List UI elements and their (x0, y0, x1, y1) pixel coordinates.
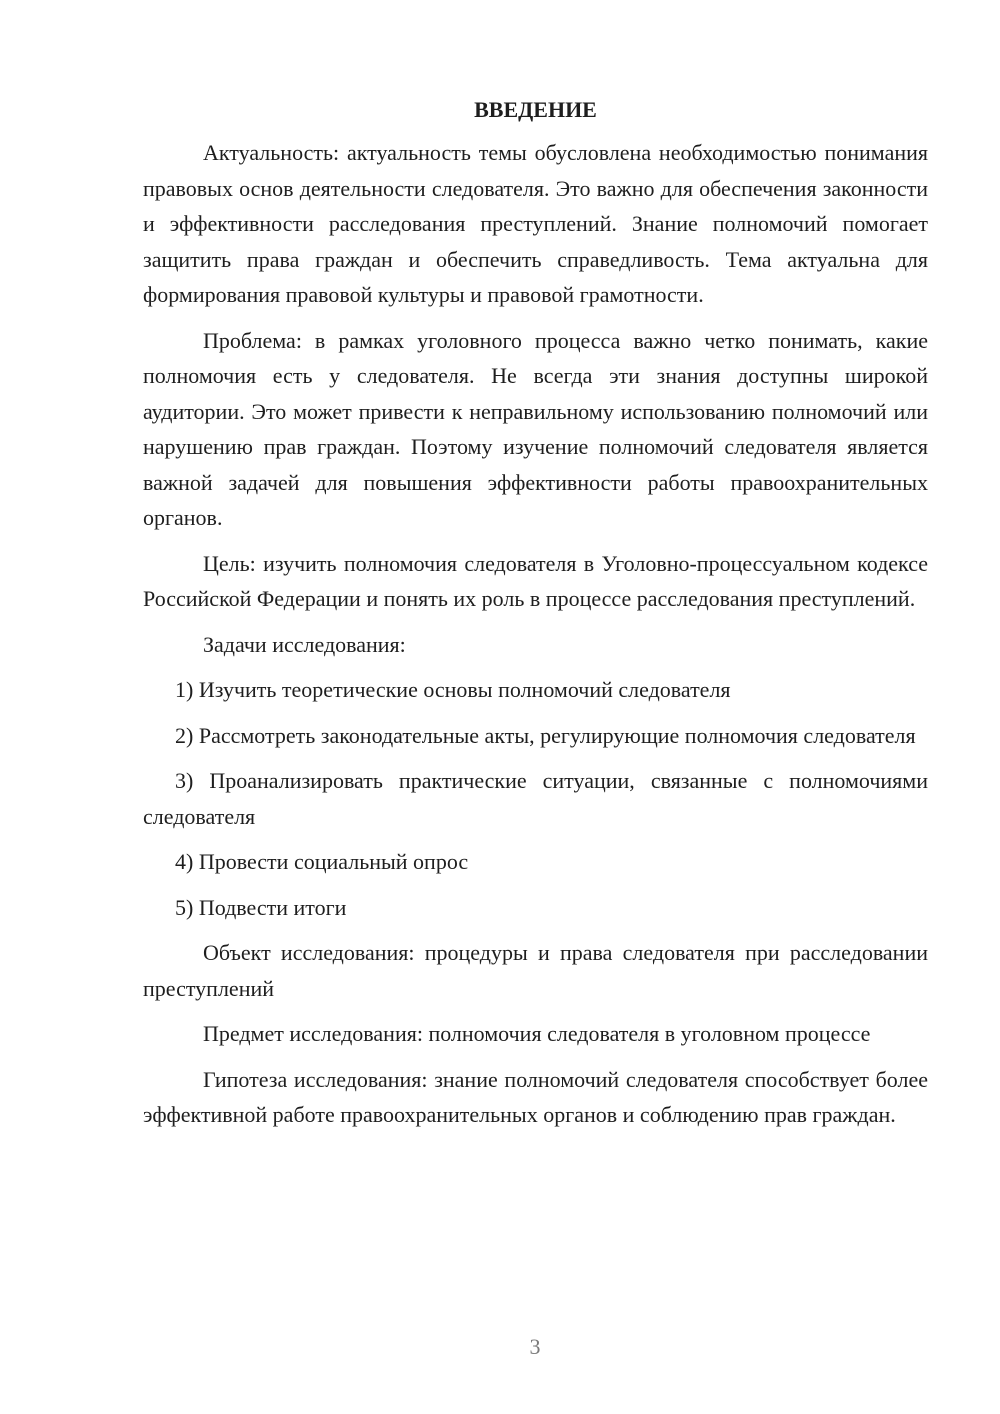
task-item-2 (143, 718, 928, 754)
paragraph-hypothesis: Гипотеза исследования: знание полномочий следователя способствует более эффективной работе правоохранительных органов и соблюдению прав граждан. (143, 1066, 928, 1127)
page-number: 3 (529, 1334, 541, 1359)
paragraph-problem: Проблема: в рамках уголовного процесса важно четко понимать, какие полномочия есть у следователя. Не всегда эти знания доступны широкой аудитории. Это может привести к неправильному использованию полномочий или нарушению прав граждан. Поэтому изучение полномочий следователя является важной задачей для повышения эффективности работы правоохранительных органов. (143, 327, 928, 530)
paragraph-subject: Предмет исследования: полномочия следователя в уголовном процессе (203, 1021, 871, 1046)
section-title: ВВЕДЕНИЕ (474, 97, 597, 122)
task-number: 1) (175, 677, 194, 702)
task-number: 4) (175, 849, 194, 874)
task-item-4 (143, 844, 928, 880)
task-text: Рассмотреть законодательные акты, регулирующие полномочия следователя (198, 722, 916, 748)
task-number: 5) (175, 894, 194, 920)
task-number: 3) (175, 768, 194, 793)
page-content (143, 92, 928, 1143)
paragraph-object: Объект исследования: процедуры и права следователя при расследовании преступлений (143, 940, 928, 1001)
paragraph-goal: Цель: изучить полномочия следователя в Уголовно-процессуальном кодексе Российской Федерации и понять их роль в процессе расследования преступлений. (143, 550, 928, 611)
task-item-1 (143, 672, 928, 708)
tasks-heading: Задачи исследования: (203, 631, 406, 657)
task-text: Изучить теоретические основы полномочий следователя (198, 677, 731, 702)
task-item-3 (143, 763, 928, 834)
task-item-5 (143, 890, 928, 926)
task-number: 2) (175, 722, 194, 748)
task-text: Провести социальный опрос (198, 849, 469, 874)
task-text: Проанализировать практические ситуации, связанные с полномочиями следователя (143, 768, 928, 829)
paragraph-relevance: Актуальность: актуальность темы обусловлена необходимостью понимания правовых основ деятельности следователя. Это важно для обеспечения законности и эффективности расследования преступлений. Знание полномочий помогает защитить права граждан и обеспечить справедливость. Тема актуальна для формирования правовой культуры и правовой грамотности. (143, 140, 928, 307)
task-text: Подвести итоги (198, 894, 347, 920)
